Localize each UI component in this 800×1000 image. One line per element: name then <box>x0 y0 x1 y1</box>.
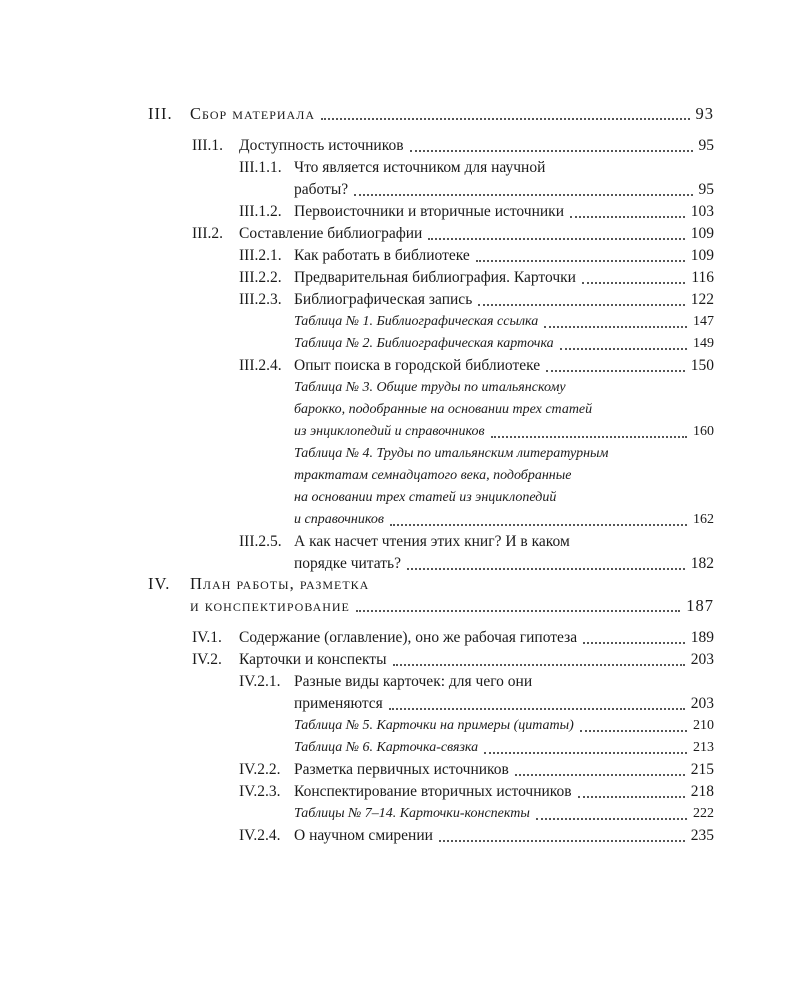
entry-title: Конспектирование вторичных источников <box>294 783 572 800</box>
section-title: План работы, разметка <box>190 574 370 593</box>
toc-table-entry[interactable] <box>294 738 714 758</box>
entry-number: III.1.2. <box>239 203 282 220</box>
page-number: 222 <box>693 806 714 821</box>
page-number: 147 <box>693 314 714 329</box>
page-number: 160 <box>693 424 714 439</box>
section-title: Сбор материала <box>190 104 316 123</box>
entry-title: Разметка первичных источников <box>294 761 509 778</box>
section-number: III. <box>148 104 173 123</box>
page-number: 189 <box>690 629 714 646</box>
entry-title-continued: применяются <box>294 695 383 712</box>
section-title-continued: и конспектирование <box>190 596 350 615</box>
toc-table-entry[interactable] <box>294 378 566 398</box>
entry-number: IV.2.4. <box>239 827 281 844</box>
dot-leader <box>484 748 687 754</box>
toc-table-entry[interactable] <box>294 716 714 736</box>
entry-title: Что является источником для научной <box>294 159 546 176</box>
page-number: 149 <box>693 336 714 351</box>
entry-number: III.2.3. <box>239 291 282 308</box>
entry-number: III.1.1. <box>239 159 282 176</box>
entry-number: IV.1. <box>192 629 222 646</box>
entry-number: III.2.5. <box>239 533 282 550</box>
toc-entry[interactable] <box>239 532 570 552</box>
dot-leader <box>536 814 687 820</box>
entry-title: Доступность источников <box>239 137 404 154</box>
entry-title: Разные виды карточек: для чего они <box>294 673 533 690</box>
entry-number: IV.2.3. <box>239 783 281 800</box>
page-number: 95 <box>698 137 714 154</box>
page-number: 218 <box>690 783 714 800</box>
dot-leader <box>476 256 685 262</box>
entry-number: IV.2.1. <box>239 673 281 690</box>
toc-entry[interactable] <box>192 650 714 670</box>
toc-table-entry-continuation <box>294 466 571 486</box>
page-number: 203 <box>690 695 714 712</box>
entry-title: Содержание (оглавление), оно же рабочая гипотеза <box>239 629 578 646</box>
toc-entry[interactable] <box>192 628 714 648</box>
toc-table-entry-continuation[interactable] <box>294 422 714 442</box>
page-number: 182 <box>690 555 714 572</box>
toc-table-entry[interactable] <box>294 444 608 464</box>
toc-entry[interactable] <box>239 782 714 802</box>
table-title: Таблица № 1. Библиографическая ссылка <box>294 314 539 329</box>
table-title-line: и справочников <box>294 512 384 527</box>
entry-number: IV.2. <box>192 651 222 668</box>
page-number: 93 <box>695 104 714 123</box>
dot-leader <box>393 660 685 666</box>
page-number: 210 <box>693 718 714 733</box>
page-number: 103 <box>690 203 714 220</box>
dot-leader <box>560 344 687 350</box>
toc-table-entry[interactable] <box>294 312 714 332</box>
toc-entry[interactable] <box>192 136 714 156</box>
table-title-line: на основании трех статей из энциклопедий <box>294 490 557 505</box>
toc-section-iii[interactable] <box>148 104 714 124</box>
table-title-line: Таблица № 3. Общие труды по итальянскому <box>294 380 566 395</box>
toc-section-iv-continuation[interactable] <box>190 596 714 616</box>
page-number: 150 <box>690 357 714 374</box>
entry-title: Библиографическая запись <box>294 291 473 308</box>
toc-entry[interactable] <box>239 158 545 178</box>
dot-leader <box>390 520 687 526</box>
toc-table-entry[interactable] <box>294 334 714 354</box>
entry-title: Предварительная библиография. Карточки <box>294 269 576 286</box>
toc-entry[interactable] <box>239 268 714 288</box>
table-title: Таблица № 6. Карточка-связка <box>294 740 479 755</box>
page-number: 122 <box>690 291 714 308</box>
toc-entry[interactable] <box>239 760 714 780</box>
dot-leader <box>570 212 685 218</box>
dot-leader <box>354 190 692 196</box>
toc-entry[interactable] <box>239 826 714 846</box>
dot-leader <box>515 770 685 776</box>
entry-title: А как насчет чтения этих книг? И в каком <box>294 533 570 550</box>
toc-entry-continuation[interactable] <box>294 694 714 714</box>
table-title-line: из энциклопедий и справочников <box>294 424 485 439</box>
dot-leader <box>491 432 687 438</box>
toc-entry[interactable] <box>239 202 714 222</box>
toc-table-entry-continuation[interactable] <box>294 510 714 530</box>
table-title: Таблицы № 7–14. Карточки-конспекты <box>294 806 530 821</box>
dot-leader <box>410 146 693 152</box>
dot-leader <box>428 234 684 240</box>
dot-leader <box>439 836 685 842</box>
toc-entry[interactable] <box>239 246 714 266</box>
page-number: 203 <box>690 651 714 668</box>
toc-entry[interactable] <box>239 672 532 692</box>
table-title-line: трактатам семнадцатого века, подобранные <box>294 468 572 483</box>
page-number: 235 <box>690 827 714 844</box>
toc-section-iv[interactable] <box>148 574 369 594</box>
toc-entry-continuation[interactable] <box>294 180 714 200</box>
toc-entry[interactable] <box>192 224 714 244</box>
entry-title: Первоисточники и вторичные источники <box>294 203 564 220</box>
dot-leader <box>582 278 685 284</box>
toc-table-entry[interactable] <box>294 804 714 824</box>
page-number: 162 <box>693 512 714 527</box>
toc-entry[interactable] <box>239 290 714 310</box>
page-number: 95 <box>698 181 714 198</box>
entry-number: III.1. <box>192 137 223 154</box>
toc-entry-continuation[interactable] <box>294 554 714 574</box>
table-title-line: Таблица № 4. Труды по итальянским литературным <box>294 446 609 461</box>
entry-title: Карточки и конспекты <box>239 651 387 668</box>
dot-leader <box>544 322 687 328</box>
entry-title: Как работать в библиотеке <box>294 247 470 264</box>
dot-leader <box>546 366 685 372</box>
toc-table-entry-continuation <box>294 400 592 420</box>
entry-number: III.2.1. <box>239 247 282 264</box>
entry-title-continued: порядке читать? <box>294 555 401 572</box>
entry-number: III.2.2. <box>239 269 282 286</box>
table-title: Таблица № 2. Библиографическая карточка <box>294 336 554 351</box>
entry-title: О научном смирении <box>294 827 433 844</box>
dot-leader <box>407 564 685 570</box>
table-title: Таблица № 5. Карточки на примеры (цитаты) <box>294 718 574 733</box>
entry-number: III.2. <box>192 225 223 242</box>
page-number: 187 <box>686 596 714 615</box>
toc-table-entry-continuation <box>294 488 556 508</box>
entry-number: III.2.4. <box>239 357 282 374</box>
entry-title: Составление библиографии <box>239 225 423 242</box>
dot-leader <box>356 606 680 612</box>
dot-leader <box>580 726 687 732</box>
entry-title-continued: работы? <box>294 181 349 198</box>
page-number: 109 <box>690 247 714 264</box>
dot-leader <box>321 114 689 120</box>
page-number: 109 <box>690 225 714 242</box>
dot-leader <box>578 792 685 798</box>
dot-leader <box>478 300 684 306</box>
entry-title: Опыт поиска в городской библиотеке <box>294 357 541 374</box>
page-number: 116 <box>691 269 714 286</box>
page-number: 215 <box>690 761 714 778</box>
dot-leader <box>389 704 685 710</box>
dot-leader <box>583 638 685 644</box>
section-number: IV. <box>148 574 171 593</box>
entry-number: IV.2.2. <box>239 761 281 778</box>
toc-entry[interactable] <box>239 356 714 376</box>
page-number: 213 <box>693 740 714 755</box>
table-title-line: барокко, подобранные на основании трех статей <box>294 402 593 417</box>
